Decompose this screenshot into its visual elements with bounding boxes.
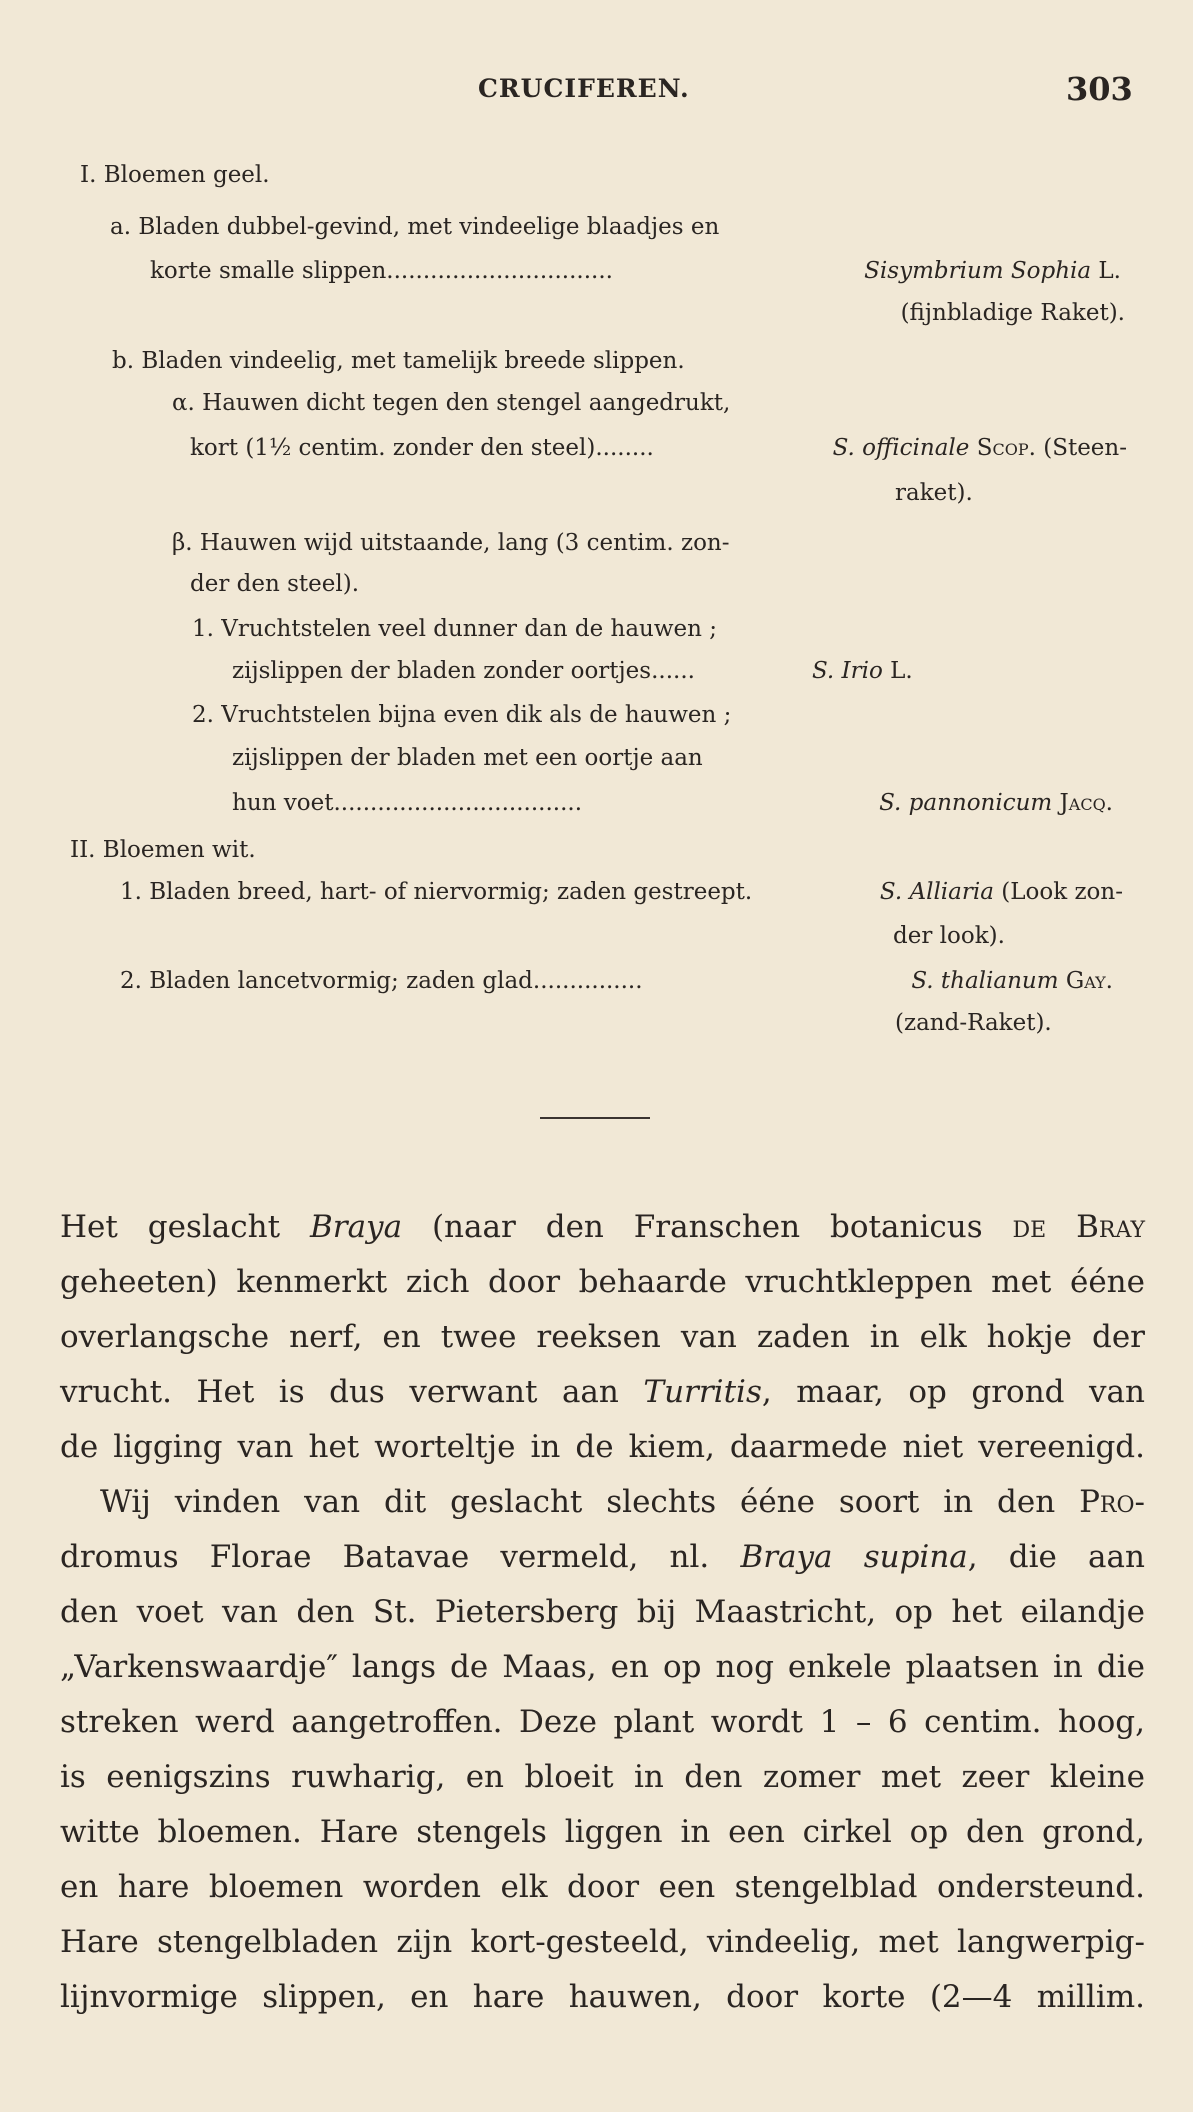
body-line: overlangsche nerf, en twee reeksen van zaden in elk hokje der [60, 1319, 1145, 1355]
key-line: 1. Bladen breed, hart- of niervormig; zaden gestreept. [120, 879, 753, 905]
section-divider [540, 1117, 650, 1119]
key-line: zijslippen der bladen met een oortje aan [232, 745, 703, 771]
key-line: I. Bloemen geel. [80, 162, 270, 188]
key-line: b. Bladen vindeelig, met tamelijk breede slippen. [112, 348, 685, 374]
page-number: 303 [1066, 70, 1133, 108]
key-species: Sisymbrium Sophia L. [864, 258, 1121, 284]
key-line: β. Hauwen wijd uitstaande, lang (3 centim. zon- [172, 530, 730, 556]
body-line: Wij vinden van dit geslacht slechts ééne soort in den Pro- [100, 1484, 1145, 1520]
key-line: 1. Vruchtstelen veel dunner dan de hauwen ; [192, 616, 718, 642]
key-species: S. Irio L. [812, 658, 913, 684]
key-species: S. thalianum Gay. [911, 968, 1113, 994]
body-line: en hare bloemen worden elk door een stengelblad ondersteund. [60, 1869, 1145, 1905]
key-line: korte smalle slippen............................... [150, 258, 613, 284]
key-line: II. Bloemen wit. [70, 837, 256, 863]
body-line: de ligging van het worteltje in de kiem, daarmede niet vereenigd. [60, 1429, 1145, 1465]
body-line: „Varkenswaardje″ langs de Maas, en op nog enkele plaatsen in die [60, 1649, 1145, 1685]
key-line: der look). [893, 923, 1005, 949]
key-common-name: (fijnbladige Raket). [900, 300, 1125, 326]
key-line: a. Bladen dubbel-gevind, met vindeelige blaadjes en [110, 214, 720, 240]
body-line: Het geslacht Braya (naar den Franschen botanicus de Bray [60, 1209, 1146, 1245]
running-header: CRUCIFEREN. [478, 74, 690, 103]
key-line: 2. Vruchtstelen bijna even dik als de hauwen ; [192, 702, 732, 728]
key-line: α. Hauwen dicht tegen den stengel aangedrukt, [172, 390, 731, 416]
key-species: S. pannonicum Jacq. [879, 790, 1113, 816]
key-line: hun voet.................................. [232, 790, 583, 816]
key-line: (zand-Raket). [895, 1010, 1052, 1036]
key-line: kort (1½ centim. zonder den steel)........ [190, 435, 654, 461]
key-line: zijslippen der bladen zonder oortjes...... [232, 658, 695, 684]
key-line: der den steel). [190, 571, 360, 597]
body-line: witte bloemen. Hare stengels liggen in een cirkel op den grond, [60, 1814, 1145, 1850]
key-line: 2. Bladen lancetvormig; zaden glad............... [120, 968, 643, 994]
key-species: S. Alliaria (Look zon- [879, 879, 1123, 905]
key-line: raket). [895, 480, 973, 506]
body-line: geheeten) kenmerkt zich door behaarde vruchtkleppen met ééne [60, 1264, 1145, 1300]
key-species: S. officinale Scop. (Steen- [832, 435, 1127, 461]
body-line: streken werd aangetroffen. Deze plant wordt 1 – 6 centim. hoog, [60, 1704, 1145, 1740]
body-line: Hare stengelbladen zijn kort-gesteeld, vindeelig, met langwerpig- [60, 1924, 1145, 1960]
body-line: lijnvormige slippen, en hare hauwen, door korte (2—4 millim. [60, 1979, 1145, 2015]
body-line: den voet van den St. Pietersberg bij Maastricht, op het eilandje [60, 1594, 1145, 1630]
body-text [60, 1200, 1145, 2025]
body-line: vrucht. Het is dus verwant aan Turritis, maar, op grond van [60, 1374, 1145, 1410]
body-line: is eenigszins ruwharig, en bloeit in den zomer met zeer kleine [60, 1759, 1145, 1795]
body-line: dromus Florae Batavae vermeld, nl. Braya supina, die aan [60, 1539, 1145, 1575]
